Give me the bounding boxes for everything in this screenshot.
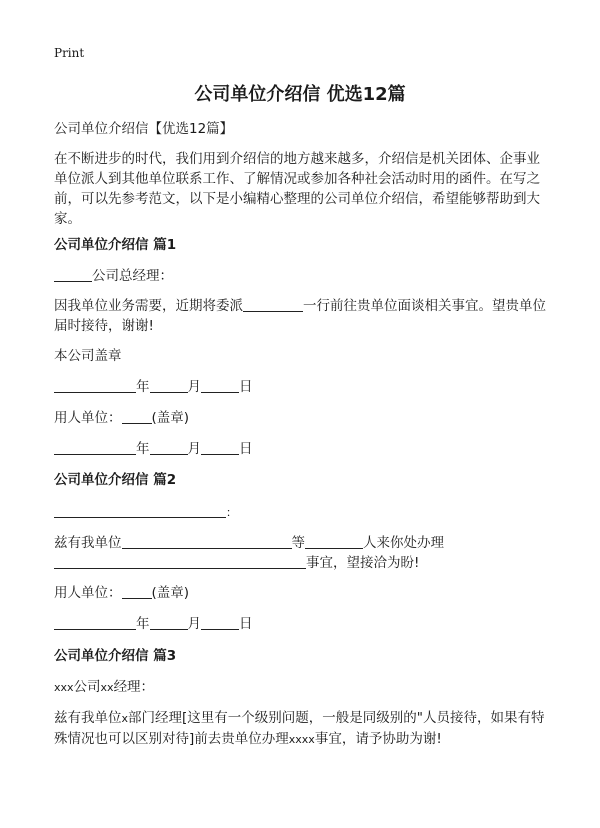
body-text: x [121, 712, 129, 725]
month-label: 月 [187, 441, 201, 457]
blank-line [122, 584, 152, 599]
section-1-body [54, 296, 549, 336]
section-3-heading: 公司单位介绍信 篇3 [54, 648, 177, 664]
section-1-employer [54, 408, 549, 428]
section-1-salutation [54, 266, 549, 286]
month-label: 月 [187, 379, 201, 395]
month-label: 月 [187, 616, 201, 632]
salutation-text: xx [100, 681, 114, 694]
blank-line [54, 554, 306, 569]
year-label: 年 [136, 441, 150, 457]
body-text: 等 [291, 535, 305, 551]
stamp-label: (盖章) [151, 585, 190, 601]
blank-line [305, 534, 363, 549]
print-label[interactable]: Print [54, 46, 85, 60]
blank-line [201, 378, 239, 393]
section-2-line-1 [54, 533, 549, 553]
section-1-seal: 本公司盖章 [54, 348, 122, 364]
blank-line [201, 615, 239, 630]
blank-line [54, 378, 136, 393]
stamp-label: (盖章) [151, 410, 190, 426]
blank-line [54, 503, 226, 518]
salutation-text: 经理： [113, 679, 155, 695]
section-1-date-2 [54, 439, 549, 459]
section-3-salutation [54, 677, 549, 698]
body-text: 一行前往贵单位面谈相关事宜。望贵单位届时接待，谢谢! [54, 298, 546, 334]
body-text: 兹有我单位 [54, 710, 122, 726]
section-1-heading: 公司单位介绍信 篇1 [54, 237, 177, 253]
document-title: 公司单位介绍信 优选12篇 [194, 84, 406, 105]
intro-paragraph: 在不断进步的时代，我们用到介绍信的地方越来越多，介绍信是机关团体、企事业单位派人到其他单位联系工作、了解情况或参加各种社会活动时用的函件。在写之前，可以先参考范文，以下是小编精心整理的公司单位介绍信，希望能够帮助到大家。 [54, 151, 540, 227]
blank-line [150, 615, 188, 630]
body-text: 部门经理[这里有一个级别问题，一般是同级别的"人员接待，如果有特殊情况也可以区别对待]前去贵单位办理 [54, 710, 545, 747]
section-2-line-2 [54, 553, 549, 573]
blank-line [54, 440, 136, 455]
body-text: 事宜，请予协助为谢! [314, 731, 442, 747]
year-label: 年 [136, 616, 150, 632]
employer-label: 用人单位： [54, 410, 122, 426]
colon-text: ： [226, 506, 237, 519]
section-2-salutation [54, 502, 549, 523]
blank-line [243, 297, 303, 312]
blank-line [150, 440, 188, 455]
salutation-text: 公司总经理： [92, 268, 173, 284]
section-1-date [54, 377, 549, 397]
section-3-body [54, 708, 549, 750]
day-label: 日 [239, 379, 253, 395]
blank-line [54, 615, 136, 630]
body-text: xxxx [288, 733, 315, 746]
blank-line [150, 378, 188, 393]
section-2-date [54, 614, 549, 634]
day-label: 日 [239, 616, 253, 632]
day-label: 日 [239, 441, 253, 457]
blank-line [122, 534, 292, 549]
section-2-employer [54, 583, 549, 603]
body-text: 兹有我单位 [54, 535, 122, 551]
body-text: 人来你处办理 [363, 535, 444, 551]
blank-line [54, 267, 92, 282]
document-subtitle: 公司单位介绍信【优选12篇】 [54, 121, 234, 137]
employer-label: 用人单位： [54, 585, 122, 601]
year-label: 年 [136, 379, 150, 395]
salutation-text: xxx [54, 681, 74, 694]
blank-line [201, 440, 239, 455]
section-2-heading: 公司单位介绍信 篇2 [54, 472, 177, 488]
body-text: 事宜，望接洽为盼! [306, 555, 420, 571]
body-text: 因我单位业务需要，近期将委派 [54, 298, 243, 314]
salutation-text: 公司 [73, 679, 101, 695]
blank-line [122, 409, 152, 424]
